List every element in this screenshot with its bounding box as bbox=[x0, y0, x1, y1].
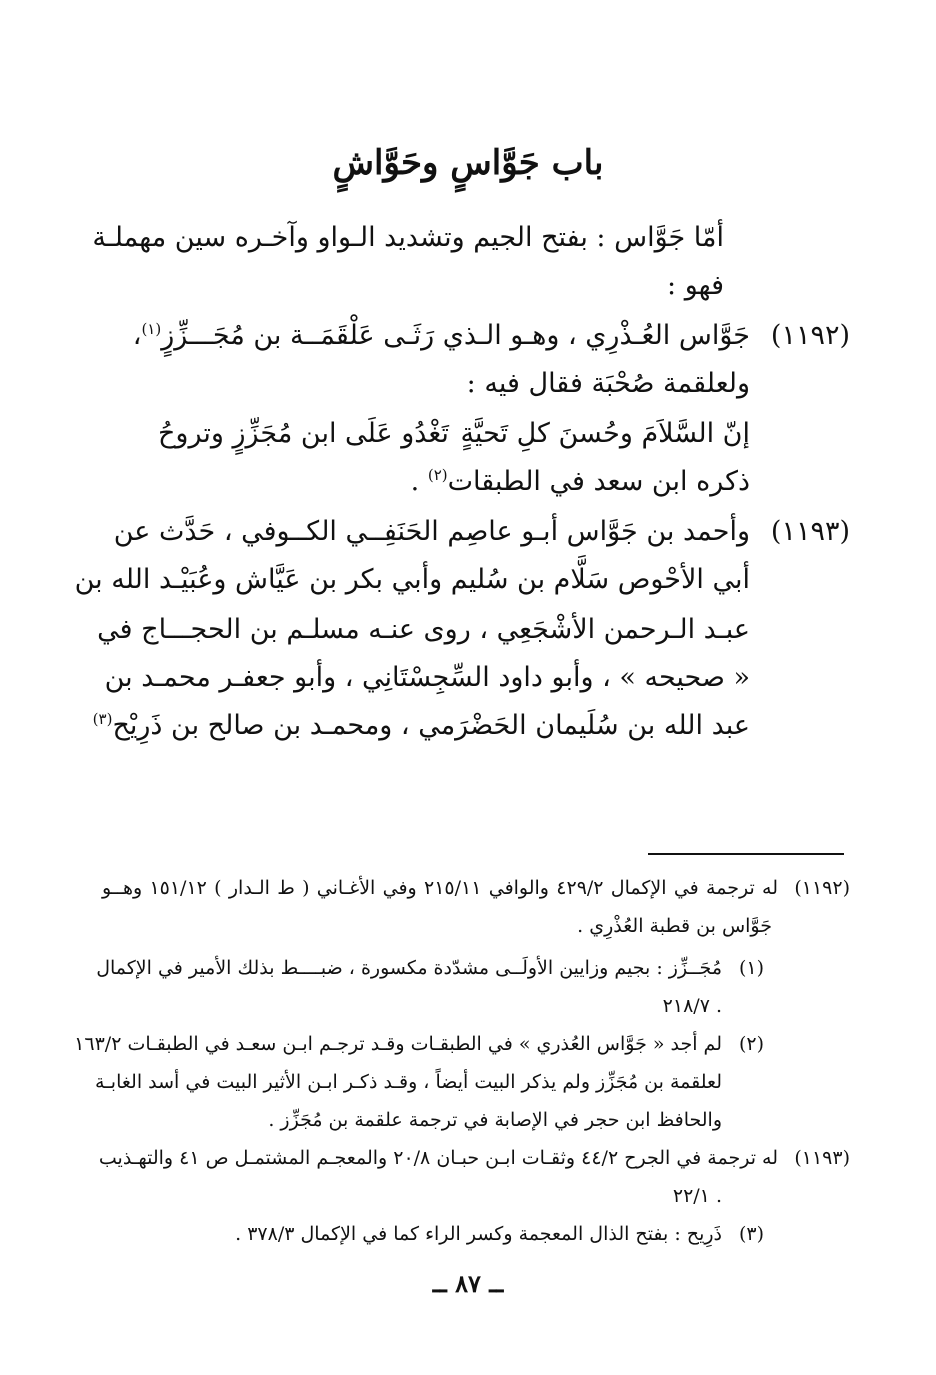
entry-1192-line-1 bbox=[132, 312, 750, 360]
footnote-label-3: (٣) bbox=[738, 1223, 764, 1245]
footnote-1192-line-2: جَوَّاس بن قطبة العُذْرِي . bbox=[577, 915, 772, 937]
entry-1192-line-1-tail: ، bbox=[132, 320, 142, 351]
entry-1193-line-5 bbox=[92, 702, 750, 750]
footnote-ref-3[interactable]: (٣) bbox=[92, 710, 113, 728]
entry-1193-line-2: أبي الأحْوص سَلَّام بن سُليم وأبي بكر بن عَيَّاش وعُبَيْـد الله بن bbox=[74, 564, 750, 595]
footnote-label-1192: (١١٩٢) bbox=[794, 877, 850, 899]
footnote-label-2: (٢) bbox=[738, 1033, 764, 1055]
footnote-label-1: (١) bbox=[738, 957, 764, 979]
intro-line-2: فهو : bbox=[667, 270, 724, 301]
footnote-ref-1[interactable]: (١) bbox=[141, 320, 162, 338]
footnote-2-line-2: لعلقمة بن مُجَزِّز ولم يذكر البيت أيضاً ، وقـد ذكـر ابـن الأثير البيت في أسد الغابـة bbox=[95, 1071, 722, 1093]
footnote-2-line-3: والحافظ ابن حجر في الإصابة في ترجمة علقمة بن مُجَزِّز . bbox=[268, 1109, 722, 1131]
entry-number-1192: (١١٩٢) bbox=[770, 320, 850, 351]
after-verse-text: ذكره ابن سعد في الطبقات bbox=[447, 466, 750, 497]
entry-1192-line-1-text: جَوَّاس العُـذْرِي ، وهـو الـذي رَثَـى عَلْقَمَــة بن مُجَـــزِّزٍ bbox=[161, 320, 750, 351]
entry-1193-line-1: وأحمد بن جَوَّاس أبـو عاصِم الحَنَفِــي الكــوفي ، حَدَّث عن bbox=[113, 516, 750, 547]
chapter-title: باب جَوَّاسٍ وحَوَّاشٍ bbox=[332, 143, 604, 183]
footnote-3-line-1: ذَرِيح : بفتح الذال المعجمة وكسر الراء كما في الإكمال ٣٧٨/٣ . bbox=[235, 1223, 722, 1245]
footnote-1192-line-1: له ترجمة في الإكمال ٤٢٩/٢ والوافي ٢١٥/١١ وفي الأغـاني ( ط الـدار ) ١٥١/١٢ وهــو bbox=[102, 877, 778, 899]
intro-line-1: أمّا جَوَّاس : بفتح الجيم وتشديد الـواو وآخـره سين مهملـة bbox=[92, 222, 724, 253]
page-number: ــ ٨٧ ــ bbox=[432, 1269, 504, 1298]
entry-1193-line-5-text: عبد الله بن سُلَيمان الحَضْرَمي ، ومحمـد بن صالح بن ذَرِيْح bbox=[112, 710, 750, 741]
verse-second-hemistich: تَغْدُو عَلَى ابن مُجَزِّزٍ وتروحُ bbox=[158, 418, 449, 449]
footnote-1193-line-1: له ترجمة في الجرح ٤٤/٢ وثقـات ابـن حبـان ٢٠/٨ والمعجـم المشتمـل ص ٤١ والتهـذيب bbox=[98, 1147, 778, 1169]
entry-1193-line-4: « صحيحه » ، وأبو داود السِّجِسْتَانِي ، وأبو جعفـر محمـد بن bbox=[104, 662, 750, 693]
entry-1192-after-verse bbox=[158, 458, 750, 506]
entry-number-1193: (١١٩٣) bbox=[770, 516, 850, 547]
entry-1193-line-3: عبـد الـرحمن الأشْجَعِي ، روى عنـه مسلـم بن الحجـــاج في bbox=[97, 614, 750, 645]
footnote-1193-line-2: . ٢٢/١ bbox=[672, 1185, 722, 1207]
footnote-1-line-1: مُجَــزِّز : بجيم وزايين الأولَــى مشدّدة مكسورة ، ضبــــط بذلك الأمير في الإكمال bbox=[96, 957, 722, 979]
entry-1192-line-2: ولعلقمة صُحْبَة فقال فيه : bbox=[466, 368, 750, 399]
verse-first-hemistich: إنّ السَّلاَمَ وحُسنَ كلِ تَحيَّةٍ bbox=[460, 418, 750, 449]
footnote-1-line-2: . ٢١٨/٧ bbox=[662, 995, 722, 1017]
footnote-separator bbox=[648, 853, 844, 855]
footnote-2-line-1: لم أجد « جَوَّاس العُذري » في الطبقـات وقـد ترجـم ابـن سعـد في الطبقـات ١٦٣/٢ bbox=[74, 1033, 722, 1055]
footnote-label-1193: (١١٩٣) bbox=[794, 1147, 850, 1169]
after-verse-tail: . bbox=[410, 466, 428, 497]
footnote-ref-2[interactable]: (٢) bbox=[427, 466, 448, 484]
